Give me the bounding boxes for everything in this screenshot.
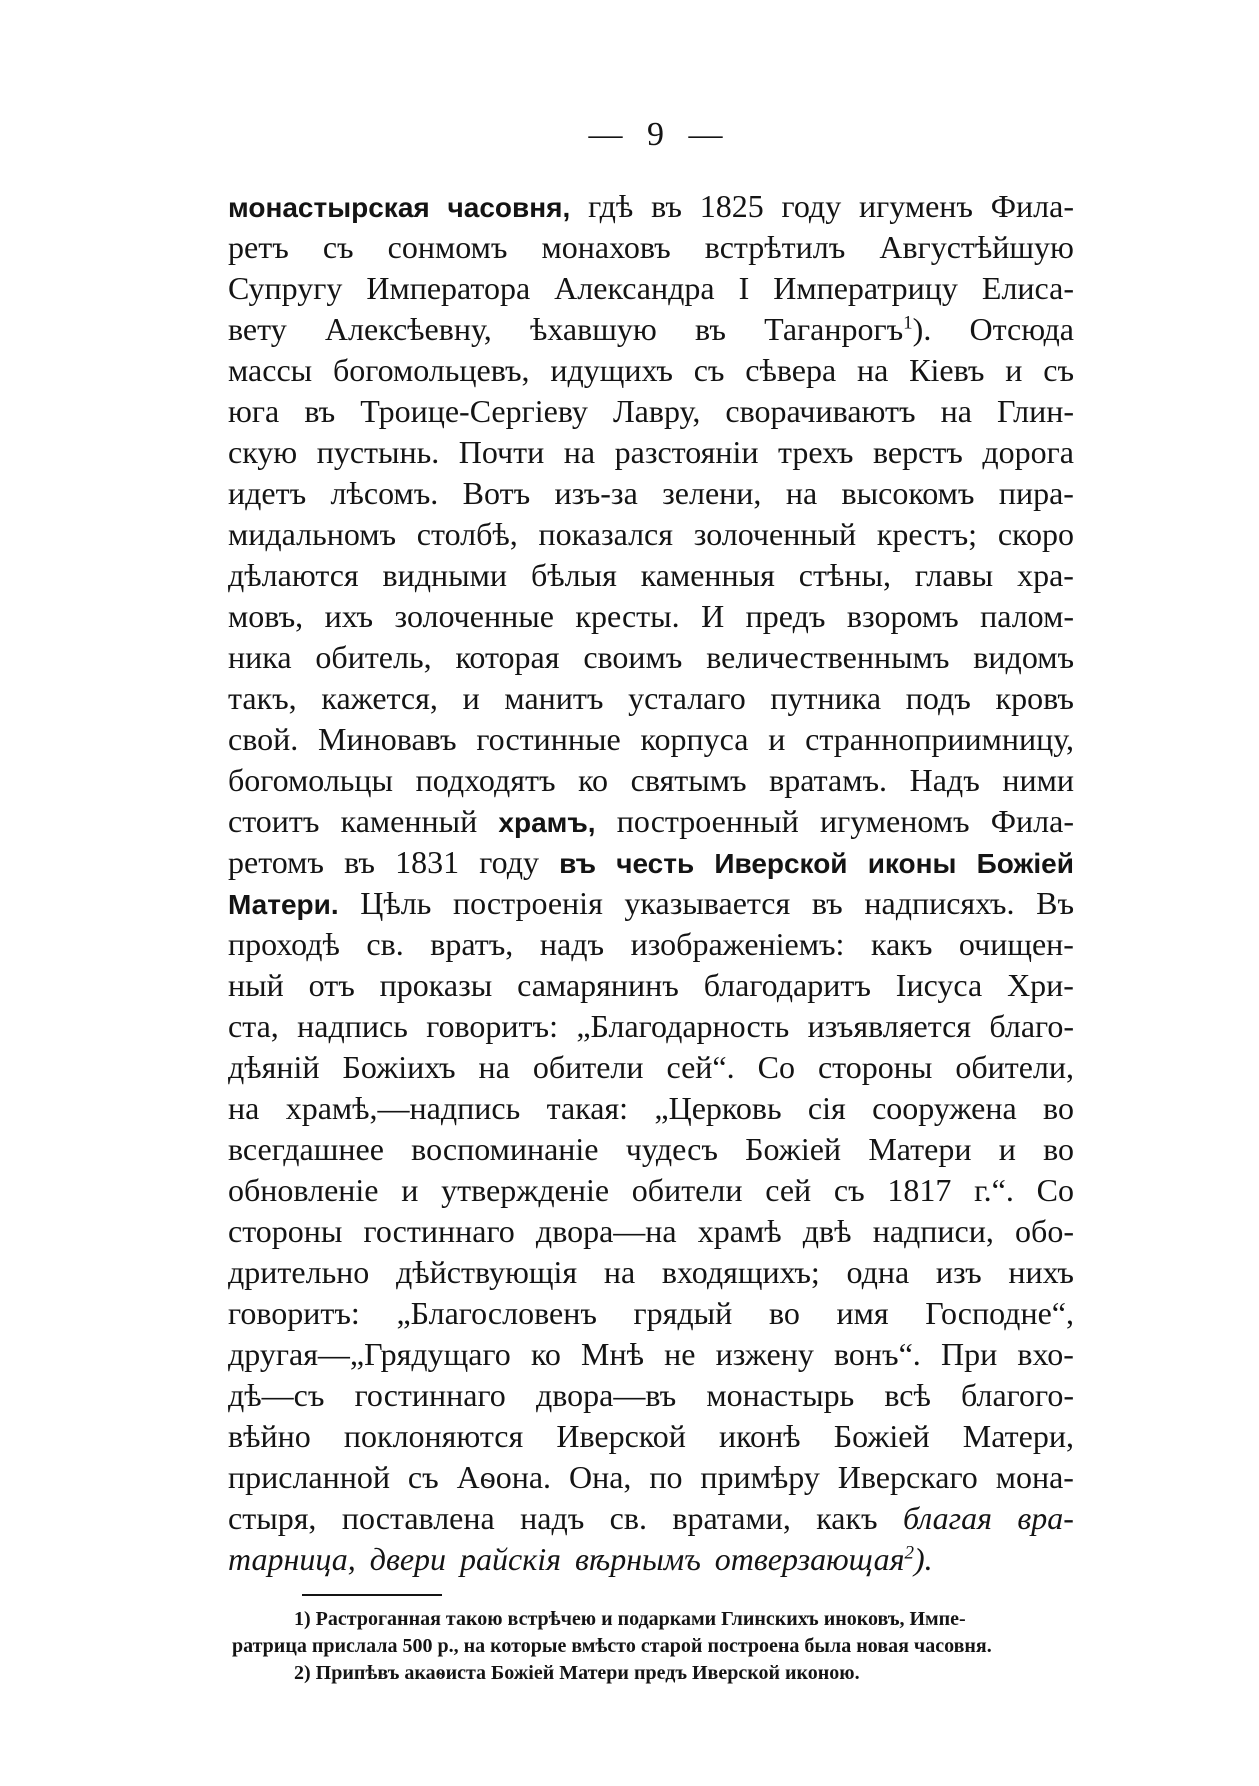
word: съ [833,1172,865,1208]
word: свой. [228,721,299,757]
text-line [228,678,1074,719]
word: кажется, [321,680,438,716]
text-line [228,227,1074,268]
word: Хри- [1007,967,1074,1003]
word: храмѣ [697,1213,782,1249]
footnote-line: ратрица прислала 500 р., на которые вмѣсто старой построена была новая часовня. [232,1635,992,1657]
word: Матери [868,1131,972,1167]
word: стѣны, [798,557,891,593]
text-line [228,637,1074,678]
word: скоро [997,516,1074,552]
word: не [664,1336,696,1372]
text-line [228,965,1074,1006]
word: 1831 [395,844,460,880]
word: вратами, [672,1500,791,1536]
word: вету [228,311,287,347]
word: 1817 [887,1172,952,1208]
word: „Церковь [654,1090,782,1126]
footnote-marker: 2) [294,1662,311,1684]
word: на [228,1090,260,1126]
word: Господне“, [925,1295,1074,1331]
word: и [462,680,480,716]
word: взоромъ [846,598,959,634]
word: Александра [554,270,715,306]
word: въ [811,885,843,921]
word: путника [770,680,882,716]
word: Иверской [714,848,848,879]
word: высокомъ [841,475,975,511]
text-line [228,801,1074,842]
word: дѣ—съ [228,1377,325,1413]
text-line [228,760,1074,801]
word: храмъ, [498,807,596,838]
word: имя [836,1295,889,1331]
word: стыря, [228,1500,317,1536]
word: ѣхавшую [529,311,657,347]
word: указывается [624,885,791,921]
word: какъ [871,926,933,962]
word: Глин- [997,393,1074,429]
word: богомольцевъ, [332,352,530,388]
text-line [228,309,1074,350]
word: крестъ; [876,516,978,552]
word: вра- [1017,1500,1074,1536]
word: I [738,270,750,306]
text-line [228,1170,1074,1211]
word: съ [322,229,354,265]
word: вѣйно [228,1418,311,1454]
word: главы [914,557,994,593]
text-line [228,1334,1074,1375]
word: Супругу [228,270,343,306]
word: проходѣ [228,926,340,962]
word: стороны [817,1049,933,1085]
text-line [228,350,1074,391]
word: Иверской [556,1418,686,1454]
word: Матери. [228,889,339,920]
word: сей [765,1172,812,1208]
word: благая [903,1500,992,1536]
word: примѣру [700,1459,820,1495]
word: странноприимницу, [805,721,1074,757]
word: часовня, [447,192,571,223]
text-line [228,555,1074,596]
word: Императрицу [773,270,958,306]
word: ретъ [228,229,289,265]
footnote-divider [302,1594,442,1596]
word: ный [228,967,284,1003]
word: изъявляется [807,1008,971,1044]
word: одна [846,1254,910,1290]
word: усталаго [628,680,746,716]
word: изъ [935,1254,982,1290]
word: Отсюда [969,311,1074,347]
footnote-line: 2) Припѣвъ акаѳиста Божіей Матери предъ Иверской иконою. [294,1662,860,1684]
word: по [649,1459,683,1495]
text-line [228,1375,1074,1416]
word: вратамъ. [769,762,887,798]
word: сооружена [872,1090,1017,1126]
word: стоитъ [228,803,320,839]
text-line [228,186,1074,227]
word: благо- [989,1008,1074,1044]
word: золоченный [693,516,857,552]
word: Фила- [990,188,1074,224]
text-line [228,1252,1074,1293]
word: скую [228,434,298,470]
word: благого- [961,1377,1074,1413]
text-line [228,1047,1074,1088]
word: Іисуса [895,967,983,1003]
text-line [228,842,1074,883]
word: ихъ [324,598,374,634]
word: Вотъ [462,475,531,511]
word: вонъ“. [834,1336,921,1372]
word: присланной [228,1459,390,1495]
word: золоченные [394,598,554,634]
word: очищен- [958,926,1074,962]
word: ними [1002,762,1074,798]
word: Божіей [976,848,1074,879]
word: сворачиваютъ [725,393,916,429]
word: богомольцы [228,762,394,798]
word: трехъ [777,434,854,470]
word: каменныя [640,557,775,593]
word: монастырь [706,1377,855,1413]
word: обители [631,1172,743,1208]
word: пустынь. [316,434,440,470]
text-line [228,1293,1074,1334]
word: гостинные [476,721,621,757]
word: Она, [568,1459,632,1495]
footnote-ref: 2 [904,1542,914,1564]
word: такая: [546,1090,629,1126]
word: году [781,188,842,224]
word: дѣяній [228,1049,320,1085]
word: сія [807,1090,846,1126]
word: иконы [867,848,957,879]
word: видными [382,557,508,593]
word: во [768,1295,800,1331]
word: обитель, [315,639,432,675]
text-line [228,924,1074,965]
word: пира- [998,475,1074,511]
footnotes [232,1606,1072,1687]
word: въ [559,848,597,879]
word: игуменъ [859,188,973,224]
word: мона- [995,1459,1074,1495]
word: гдѣ [588,188,634,224]
word: Аѳона. [456,1459,552,1495]
word: обо- [1015,1213,1074,1249]
word: и [401,1172,419,1208]
text-line [228,719,1074,760]
word: мовъ, [228,598,304,634]
word: Августѣйшую [879,229,1074,265]
word: всѣ [884,1377,931,1413]
word: своимъ [583,639,683,675]
word: райскія [460,1541,561,1577]
word: ника [228,639,292,675]
word: бѣлыя [530,557,617,593]
word: дѣйствующія [395,1254,578,1290]
word: храмѣ,—надпись [285,1090,521,1126]
word: и [998,1131,1016,1167]
word: Троице-Сергіеву [360,393,588,429]
footnote-line: 1) Растроганная такою встрѣчею и подарками Глинскихъ иноковъ, Импе- [294,1608,966,1630]
word: и [768,721,786,757]
word: идущихъ [550,352,673,388]
word: отъ [308,967,355,1003]
word: ко [530,1336,561,1372]
word: обители, [955,1049,1074,1085]
word: дорога [982,434,1074,470]
word: на [857,352,889,388]
word: „Благословенъ [396,1295,597,1331]
text-line [228,268,1074,309]
text-line [228,1457,1074,1498]
word: Цѣль [360,885,432,921]
text-line [228,883,1074,924]
main-text [228,186,1074,1580]
word: дѣлаются [228,557,359,593]
text-line [228,1006,1074,1047]
word: лѣсомъ. [330,475,439,511]
word: говоритъ: [426,1008,558,1044]
word: хра- [1017,557,1074,593]
word: вратъ, [430,926,514,962]
word: чудесъ [625,1131,718,1167]
word: такъ, [228,680,297,716]
word: построенный [616,803,799,839]
text-line [228,1129,1074,1170]
word: Почти [458,434,545,470]
word: величественнымъ [706,639,950,675]
word: палом- [980,598,1074,634]
word: Мнѣ [581,1336,644,1372]
word: на [940,393,972,429]
word: И [701,598,725,634]
word: встрѣтилъ [704,229,846,265]
word: нихъ [1008,1254,1074,1290]
word: Со [1036,1172,1074,1208]
word: надпись [297,1008,408,1044]
word: изъ-за [554,475,638,511]
text-line [228,1539,1074,1580]
word: Фила- [990,803,1074,839]
word: Иверскаго [837,1459,978,1495]
text-line [228,473,1074,514]
word: и [1005,352,1023,388]
word: обновленіе [228,1172,379,1208]
word: Со [757,1049,795,1085]
word: двора—на [535,1213,677,1249]
word: манитъ [504,680,604,716]
word: монастырская [228,192,430,223]
word: подходятъ [415,762,556,798]
word: ста, [228,1008,279,1044]
word: Миновавъ [318,721,457,757]
text-line [228,514,1074,555]
word: надъ [520,1500,585,1536]
word: гостиннаго [354,1377,506,1413]
word: подъ [905,680,971,716]
word: съ [1043,352,1074,388]
footnote-ref: 1 [903,312,913,334]
word: гостиннаго [363,1213,515,1249]
word: Таганрогъ$^1$). [764,311,932,347]
word: юга [228,393,280,429]
text-line [228,1416,1074,1457]
word: зелени, [662,475,762,511]
word: Божіихъ [342,1049,456,1085]
word: столбѣ, [416,516,518,552]
word: идетъ [228,475,307,511]
word: которая [455,639,560,675]
word: поставлена [341,1500,495,1536]
word: надписи, [872,1213,994,1249]
word: въ [304,393,336,429]
word: Лавру, [612,393,701,429]
word: году [479,844,539,880]
word: Елиса- [981,270,1074,306]
word: При [940,1336,998,1372]
word: въ [651,188,682,224]
word: иконѣ [719,1418,801,1454]
word: Божіей [745,1131,842,1167]
text-line [228,1498,1074,1539]
word: утвержденіе [441,1172,610,1208]
word: монаховъ [541,229,671,265]
word: благодаритъ [703,967,871,1003]
word: каменный [340,803,478,839]
word: проказы [379,967,493,1003]
word: всегдашнее [228,1131,384,1167]
word: на [785,475,818,511]
word: какъ [816,1500,878,1536]
word: массы [228,352,313,388]
text-line [228,391,1074,432]
word: разстояніи [614,434,759,470]
word: игуменомъ [819,803,970,839]
word: кровъ [995,680,1074,716]
word: входящихъ; [661,1254,820,1290]
word: въ [344,844,375,880]
word: надписяхъ. [864,885,1015,921]
text-line [228,432,1074,473]
word: святымъ [630,762,747,798]
word: двѣ [802,1213,852,1249]
word: Божіей [833,1418,930,1454]
word: Алексѣевну, [324,311,492,347]
word: съ [693,352,725,388]
word: на [563,434,596,470]
word: показался [538,516,673,552]
word: сѣвера [745,352,837,388]
word: св. [366,926,404,962]
word: сей“. [666,1049,735,1085]
word: Матери, [962,1418,1074,1454]
word: ретомъ [228,844,324,880]
word: г.“. [974,1172,1014,1208]
word: „Благодарность [576,1008,790,1044]
word: дрительно [228,1254,370,1290]
word: говоритъ: [228,1295,360,1331]
word: мидальномъ [228,516,397,552]
word: св. [609,1500,647,1536]
word: корпуса [640,721,749,757]
page-number: — 9 — [588,116,731,153]
word: стороны [228,1213,343,1249]
word: Императора [366,270,531,306]
word: изображеніемъ: [630,926,845,962]
text-line [228,596,1074,637]
word: сонмомъ [387,229,508,265]
word: въ [695,311,726,347]
text-line [228,1211,1074,1252]
word: надъ [539,926,605,962]
word: Въ [1036,885,1074,921]
word: изжену [715,1336,814,1372]
word: двери [369,1541,447,1577]
word: предъ [745,598,826,634]
text-line [228,1088,1074,1129]
word: кресты. [575,598,680,634]
word: на [603,1254,636,1290]
word: обители [532,1049,644,1085]
word: воспоминаніе [411,1131,599,1167]
word: 1825 [699,188,764,224]
word: тарница, [228,1541,356,1577]
word: Кіевъ [909,352,985,388]
word: вѣрнымъ [574,1541,701,1577]
word: Надъ [909,762,980,798]
footnote-marker: 1) [294,1608,311,1630]
word: на [478,1049,510,1085]
word: верстъ [872,434,963,470]
word: вхо- [1017,1336,1074,1372]
word: другая—„Грядущаго [228,1336,511,1372]
word: самарянинъ [517,967,679,1003]
word: поклоняются [343,1418,524,1454]
word: во [1043,1131,1074,1167]
word: ко [578,762,609,798]
word: честь [616,848,695,879]
word: двора—въ [535,1377,677,1413]
word: грядый [633,1295,733,1331]
word: съ [407,1459,439,1495]
word: отверзающая$^2$). [714,1541,933,1577]
word: во [1043,1090,1074,1126]
word: видомъ [973,639,1074,675]
word: построенія [452,885,603,921]
